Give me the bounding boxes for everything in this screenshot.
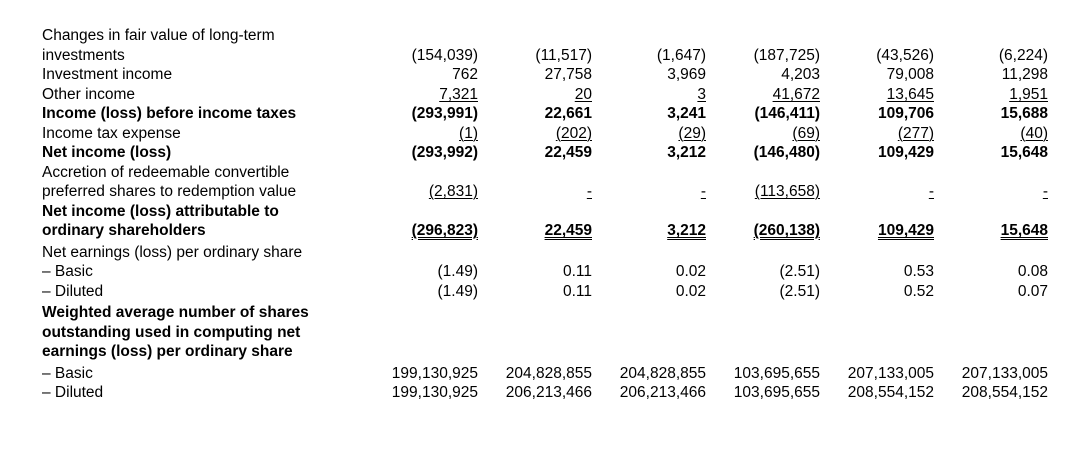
- row-label: – Diluted: [42, 282, 104, 300]
- table-row: [42, 143, 1048, 163]
- table-row: [42, 383, 1048, 403]
- row-label: Weighted average number of shares outstanding used in computing net earnings (loss) per ordinary share: [42, 304, 309, 360]
- value-cell: -: [928, 183, 934, 200]
- value-cell: 208,554,152: [847, 384, 934, 401]
- value-cell: 207,133,005: [961, 364, 1048, 382]
- value-cell: 207,133,005: [847, 364, 934, 382]
- value-cell: 103,695,655: [733, 364, 820, 382]
- value-cell: (202): [555, 124, 592, 142]
- value-cell: (2,831): [428, 183, 478, 200]
- table-row: [42, 124, 1048, 144]
- value-cell: [592, 303, 706, 362]
- table-row: [42, 26, 1048, 65]
- table-row: [42, 202, 1048, 241]
- value-cell: 11,298: [1001, 66, 1048, 83]
- value-cell: [478, 303, 592, 362]
- value-cell: (11,517): [535, 46, 592, 64]
- value-cell: 199,130,925: [391, 364, 478, 382]
- value-cell: (277): [897, 124, 934, 142]
- value-cell: 0.02: [675, 263, 706, 280]
- value-cell: 22,459: [544, 144, 592, 161]
- value-cell: [706, 243, 820, 263]
- value-cell: 1,951: [1009, 85, 1048, 103]
- table-row: [42, 104, 1048, 124]
- value-cell: 0.07: [1017, 282, 1048, 300]
- value-cell: 0.53: [903, 263, 934, 280]
- value-cell: [820, 243, 934, 263]
- table-row: [42, 163, 1048, 202]
- value-cell: 3,212: [667, 144, 706, 161]
- value-cell: 0.02: [675, 282, 706, 300]
- value-cell: (113,658): [754, 183, 820, 200]
- table-row: [42, 85, 1048, 105]
- value-cell: (146,411): [754, 105, 820, 122]
- value-cell: (2.51): [779, 282, 820, 300]
- row-label: Net income (loss): [42, 144, 172, 161]
- value-cell: 199,130,925: [391, 384, 478, 401]
- table-row: [42, 243, 1048, 263]
- value-cell: (154,039): [411, 46, 478, 64]
- value-cell: 41,672: [772, 85, 820, 103]
- value-cell: (69): [792, 124, 820, 142]
- value-cell: (1.49): [437, 263, 478, 280]
- value-cell: [364, 303, 478, 362]
- value-cell: 109,706: [877, 105, 934, 122]
- value-cell: (6,224): [998, 46, 1048, 64]
- value-cell: 103,695,655: [733, 384, 820, 401]
- table-row: [42, 282, 1048, 302]
- value-cell: (260,138): [753, 222, 820, 239]
- table-row: [42, 303, 1048, 362]
- value-cell: 0.08: [1017, 263, 1048, 280]
- value-cell: (1.49): [437, 282, 478, 300]
- value-cell: [934, 303, 1048, 362]
- value-cell: (187,725): [753, 46, 820, 64]
- value-cell: 27,758: [544, 66, 592, 83]
- value-cell: 22,459: [544, 222, 592, 239]
- value-cell: 3,969: [667, 66, 706, 83]
- value-cell: (43,526): [876, 46, 934, 64]
- table-row: [42, 65, 1048, 85]
- value-cell: [820, 303, 934, 362]
- value-cell: [706, 303, 820, 362]
- value-cell: 109,429: [877, 144, 934, 161]
- value-cell: -: [700, 183, 706, 200]
- value-cell: (293,991): [411, 105, 478, 122]
- value-cell: (2.51): [779, 263, 820, 280]
- value-cell: 20: [574, 85, 592, 103]
- table-row: [42, 262, 1048, 282]
- value-cell: 109,429: [877, 222, 934, 239]
- row-label: Accretion of redeemable convertible preferred shares to redemption value: [42, 163, 297, 200]
- row-label: – Diluted: [42, 384, 104, 401]
- value-cell: 762: [452, 66, 478, 83]
- value-cell: [364, 243, 478, 263]
- row-label: Other income: [42, 85, 136, 103]
- value-cell: (40): [1020, 124, 1048, 142]
- value-cell: 204,828,855: [619, 364, 706, 382]
- value-cell: 3,212: [667, 222, 706, 239]
- value-cell: 3,241: [667, 105, 706, 122]
- value-cell: 79,008: [886, 66, 934, 83]
- value-cell: 7,321: [439, 85, 478, 103]
- value-cell: -: [586, 183, 592, 200]
- value-cell: 4,203: [781, 66, 820, 83]
- value-cell: 208,554,152: [961, 384, 1048, 401]
- value-cell: [478, 243, 592, 263]
- value-cell: 206,213,466: [619, 384, 706, 401]
- value-cell: [592, 243, 706, 263]
- row-label: Income (loss) before income taxes: [42, 105, 297, 122]
- row-label: Net earnings (loss) per ordinary share: [42, 243, 303, 261]
- value-cell: (296,823): [411, 222, 478, 239]
- row-label: Investment income: [42, 66, 173, 83]
- value-cell: 15,648: [1000, 222, 1048, 239]
- table-row: [42, 364, 1048, 384]
- row-label: – Basic: [42, 263, 93, 280]
- value-cell: -: [1042, 183, 1048, 200]
- row-label: Net income (loss) attributable to ordinary shareholders: [42, 202, 279, 239]
- value-cell: (29): [678, 124, 706, 142]
- value-cell: 206,213,466: [505, 384, 592, 401]
- value-cell: 22,661: [544, 105, 592, 122]
- value-cell: (146,480): [753, 144, 820, 161]
- value-cell: (1,647): [656, 46, 706, 64]
- value-cell: 3: [697, 85, 706, 103]
- value-cell: (293,992): [411, 144, 478, 161]
- income-statement-table: [42, 26, 1048, 403]
- value-cell: 15,648: [1000, 144, 1048, 161]
- value-cell: [934, 243, 1048, 263]
- value-cell: 0.11: [562, 263, 592, 280]
- value-cell: 0.52: [903, 282, 934, 300]
- value-cell: 15,688: [1000, 105, 1048, 122]
- value-cell: 0.11: [562, 282, 592, 300]
- value-cell: 13,645: [886, 85, 934, 103]
- value-cell: 204,828,855: [505, 364, 592, 382]
- row-label: Changes in fair value of long-term investments: [42, 27, 275, 64]
- value-cell: (1): [459, 124, 478, 142]
- row-label: – Basic: [42, 364, 93, 382]
- row-label: Income tax expense: [42, 124, 181, 142]
